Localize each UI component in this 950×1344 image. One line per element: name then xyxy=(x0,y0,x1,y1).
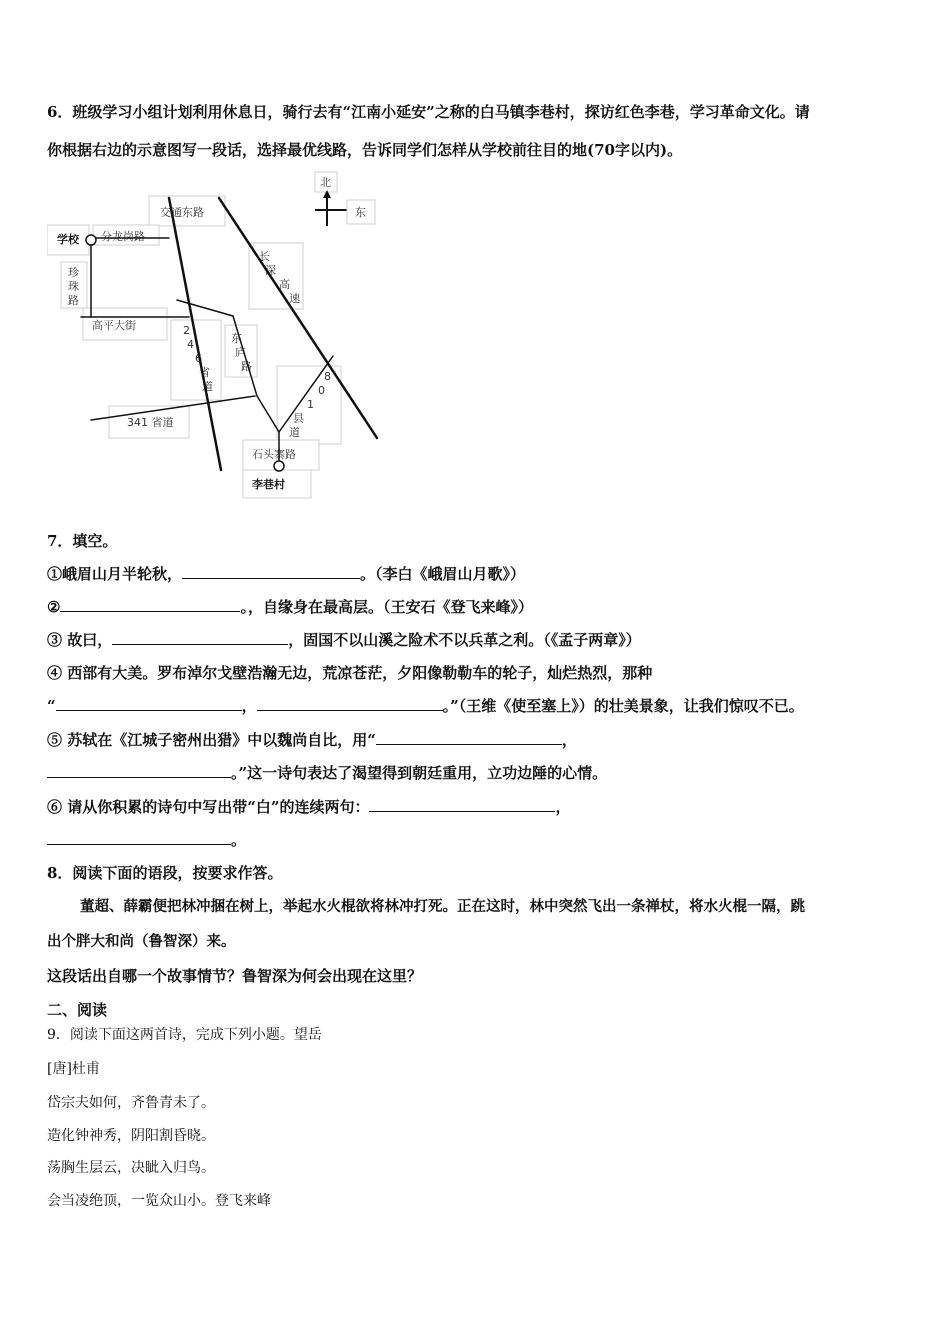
q9-poem-line4: 会当凌绝顶，一览众山小。登飞来峰 xyxy=(47,1193,271,1209)
changshen-char-3: 高 xyxy=(279,278,290,291)
zhenzhu-road-char-2: 珠 xyxy=(68,280,79,293)
q7-item2-blank[interactable] xyxy=(60,597,240,612)
q6-line2: 你根据右边的示意图写一段话，选择最优线路，告诉同学们怎样从学校前往目的地(70字以内)。 xyxy=(47,141,683,159)
q7-item1-pre: ①峨眉山月半轮秋， xyxy=(47,565,183,583)
q7-item2 xyxy=(47,596,907,618)
shitou-road-label: 石头寨路 xyxy=(252,448,296,461)
q9-poem-line3: 荡胸生层云，决眦入归鸟。 xyxy=(47,1160,215,1176)
q7-item5-line2 xyxy=(47,762,907,784)
q7-item3 xyxy=(47,629,907,651)
q7-item6-line1 xyxy=(47,796,907,818)
zhenzhu-road-char-3: 路 xyxy=(68,294,79,307)
q7-item6-pre: ⑥ 请从你积累的诗句中写出带“白”的连续两句： xyxy=(47,798,370,816)
q7-item6-post: 。 xyxy=(231,831,247,849)
q6-line1: 6．班级学习小组计划利用休息日，骑行去有“江南小延安”之称的白马镇李巷村，探访红色李巷，学习革命文化。请 xyxy=(47,103,810,121)
q7-item2-post: 。，自缘身在最高层。（王安石《登飞来峰》） xyxy=(240,598,533,616)
q7-item4-blank2[interactable] xyxy=(257,696,443,711)
p246-char-4: 省 xyxy=(199,366,210,379)
destination-marker xyxy=(274,461,284,471)
school-label: 学校 xyxy=(57,233,79,246)
c801-char-2: 0 xyxy=(318,384,325,397)
q9-author: [唐]杜甫 xyxy=(47,1061,100,1077)
q7-item4-open: “ xyxy=(47,697,56,715)
c801-char-1: 8 xyxy=(324,370,331,383)
q9-intro: 9．阅读下面这两首诗，完成下列小题。望岳 xyxy=(47,1027,322,1043)
q7-item2-pre: ② xyxy=(47,598,61,616)
q7-item5-blank2[interactable] xyxy=(47,763,231,778)
route-map xyxy=(47,170,387,500)
q7-item1 xyxy=(47,563,907,585)
changshen-char-1: 长 xyxy=(259,250,270,263)
donglu-char-3: 路 xyxy=(241,360,252,373)
school-marker xyxy=(86,235,96,245)
q7-item4-blank1[interactable] xyxy=(56,696,242,711)
provincial-341-label: 341 省道 xyxy=(127,416,174,429)
q7-item5-blank1[interactable] xyxy=(376,730,562,745)
q7-item6-blank2[interactable] xyxy=(47,830,231,845)
q7-item4-mid: ， xyxy=(241,697,257,715)
donglu-char-1: 东 xyxy=(231,332,242,345)
q7-item5-comma: ， xyxy=(561,731,577,749)
compass xyxy=(315,172,375,226)
c801-char-3: 1 xyxy=(307,398,314,411)
q9-poem-line2: 造化钟神秀，阴阳割昏晓。 xyxy=(47,1128,215,1144)
q7-item4-post: 。”（王维《使至塞上》）的壮美景象，让我们惊叹不已。 xyxy=(442,697,804,715)
gaoping-street-label: 高平大街 xyxy=(92,319,136,332)
q7-item4-line2 xyxy=(47,695,907,717)
q7-item3-pre: ③ 故曰， xyxy=(47,631,113,649)
p246-char-2: 4 xyxy=(187,338,194,351)
q7-item6-blank1[interactable] xyxy=(369,797,555,812)
c801-char-5: 道 xyxy=(289,426,300,439)
p246-char-5: 道 xyxy=(202,380,213,393)
q8-title: 8．阅读下面的语段，按要求作答。 xyxy=(47,864,283,882)
q7-item3-blank[interactable] xyxy=(112,630,288,645)
q7-item5-post: 。”这一诗句表达了渴望得到朝廷重用，立功边陲的心情。 xyxy=(231,764,608,782)
changshen-char-2: 深 xyxy=(265,264,276,277)
q7-item5-line1 xyxy=(47,729,907,751)
donglu-char-2: 庐 xyxy=(235,346,246,359)
q7-item1-post: 。（李白《峨眉山月歌》） xyxy=(360,565,526,583)
q8-passage-line1: 董超、薛霸便把林冲捆在树上，举起水火棍欲将林冲打死。正在这时，林中突然飞出一条禅杖，将水火棍一隔，跳 xyxy=(80,899,805,915)
p246-char-1: 2 xyxy=(183,324,190,337)
q7-title: 7．填空。 xyxy=(47,532,118,550)
q7-item6-line2 xyxy=(47,829,907,851)
q7-item5-pre: ⑤ 苏轼在《江城子密州出猎》中以魏尚自比，用“ xyxy=(47,731,376,749)
compass-north-label: 北 xyxy=(320,176,331,189)
section2-title: 二、阅读 xyxy=(47,1001,108,1019)
p246-char-3: 6 xyxy=(195,352,202,365)
q7-item6-comma: ， xyxy=(555,798,571,816)
q7-item3-post: ，固国不以山溪之险术不以兵革之利。（《孟子两章》） xyxy=(288,631,641,649)
changshen-char-4: 速 xyxy=(289,292,300,305)
q9-poem-line1: 岱宗夫如何，齐鲁青未了。 xyxy=(47,1095,215,1111)
q8-question: 这段话出自哪一个故事情节？鲁智深为何会出现在这里？ xyxy=(47,967,423,985)
c801-char-4: 县 xyxy=(293,412,304,425)
q8-passage-line2: 出个胖大和尚（鲁智深）来。 xyxy=(47,934,236,950)
q7-item1-blank[interactable] xyxy=(182,564,360,579)
zhenzhu-road-char-1: 珍 xyxy=(68,266,79,279)
destination-label: 李巷村 xyxy=(252,478,285,491)
compass-east-label: 东 xyxy=(355,206,366,219)
q7-item4-line1: ④ 西部有大美。罗布淖尔戈壁浩瀚无边，荒凉苍茫，夕阳像勒勒车的轮子，灿烂热烈，那种 xyxy=(47,664,653,682)
jiaotong-east-road-label: 交通东路 xyxy=(160,206,204,219)
fenlonggang-road-label: 分龙岗路 xyxy=(101,230,145,243)
